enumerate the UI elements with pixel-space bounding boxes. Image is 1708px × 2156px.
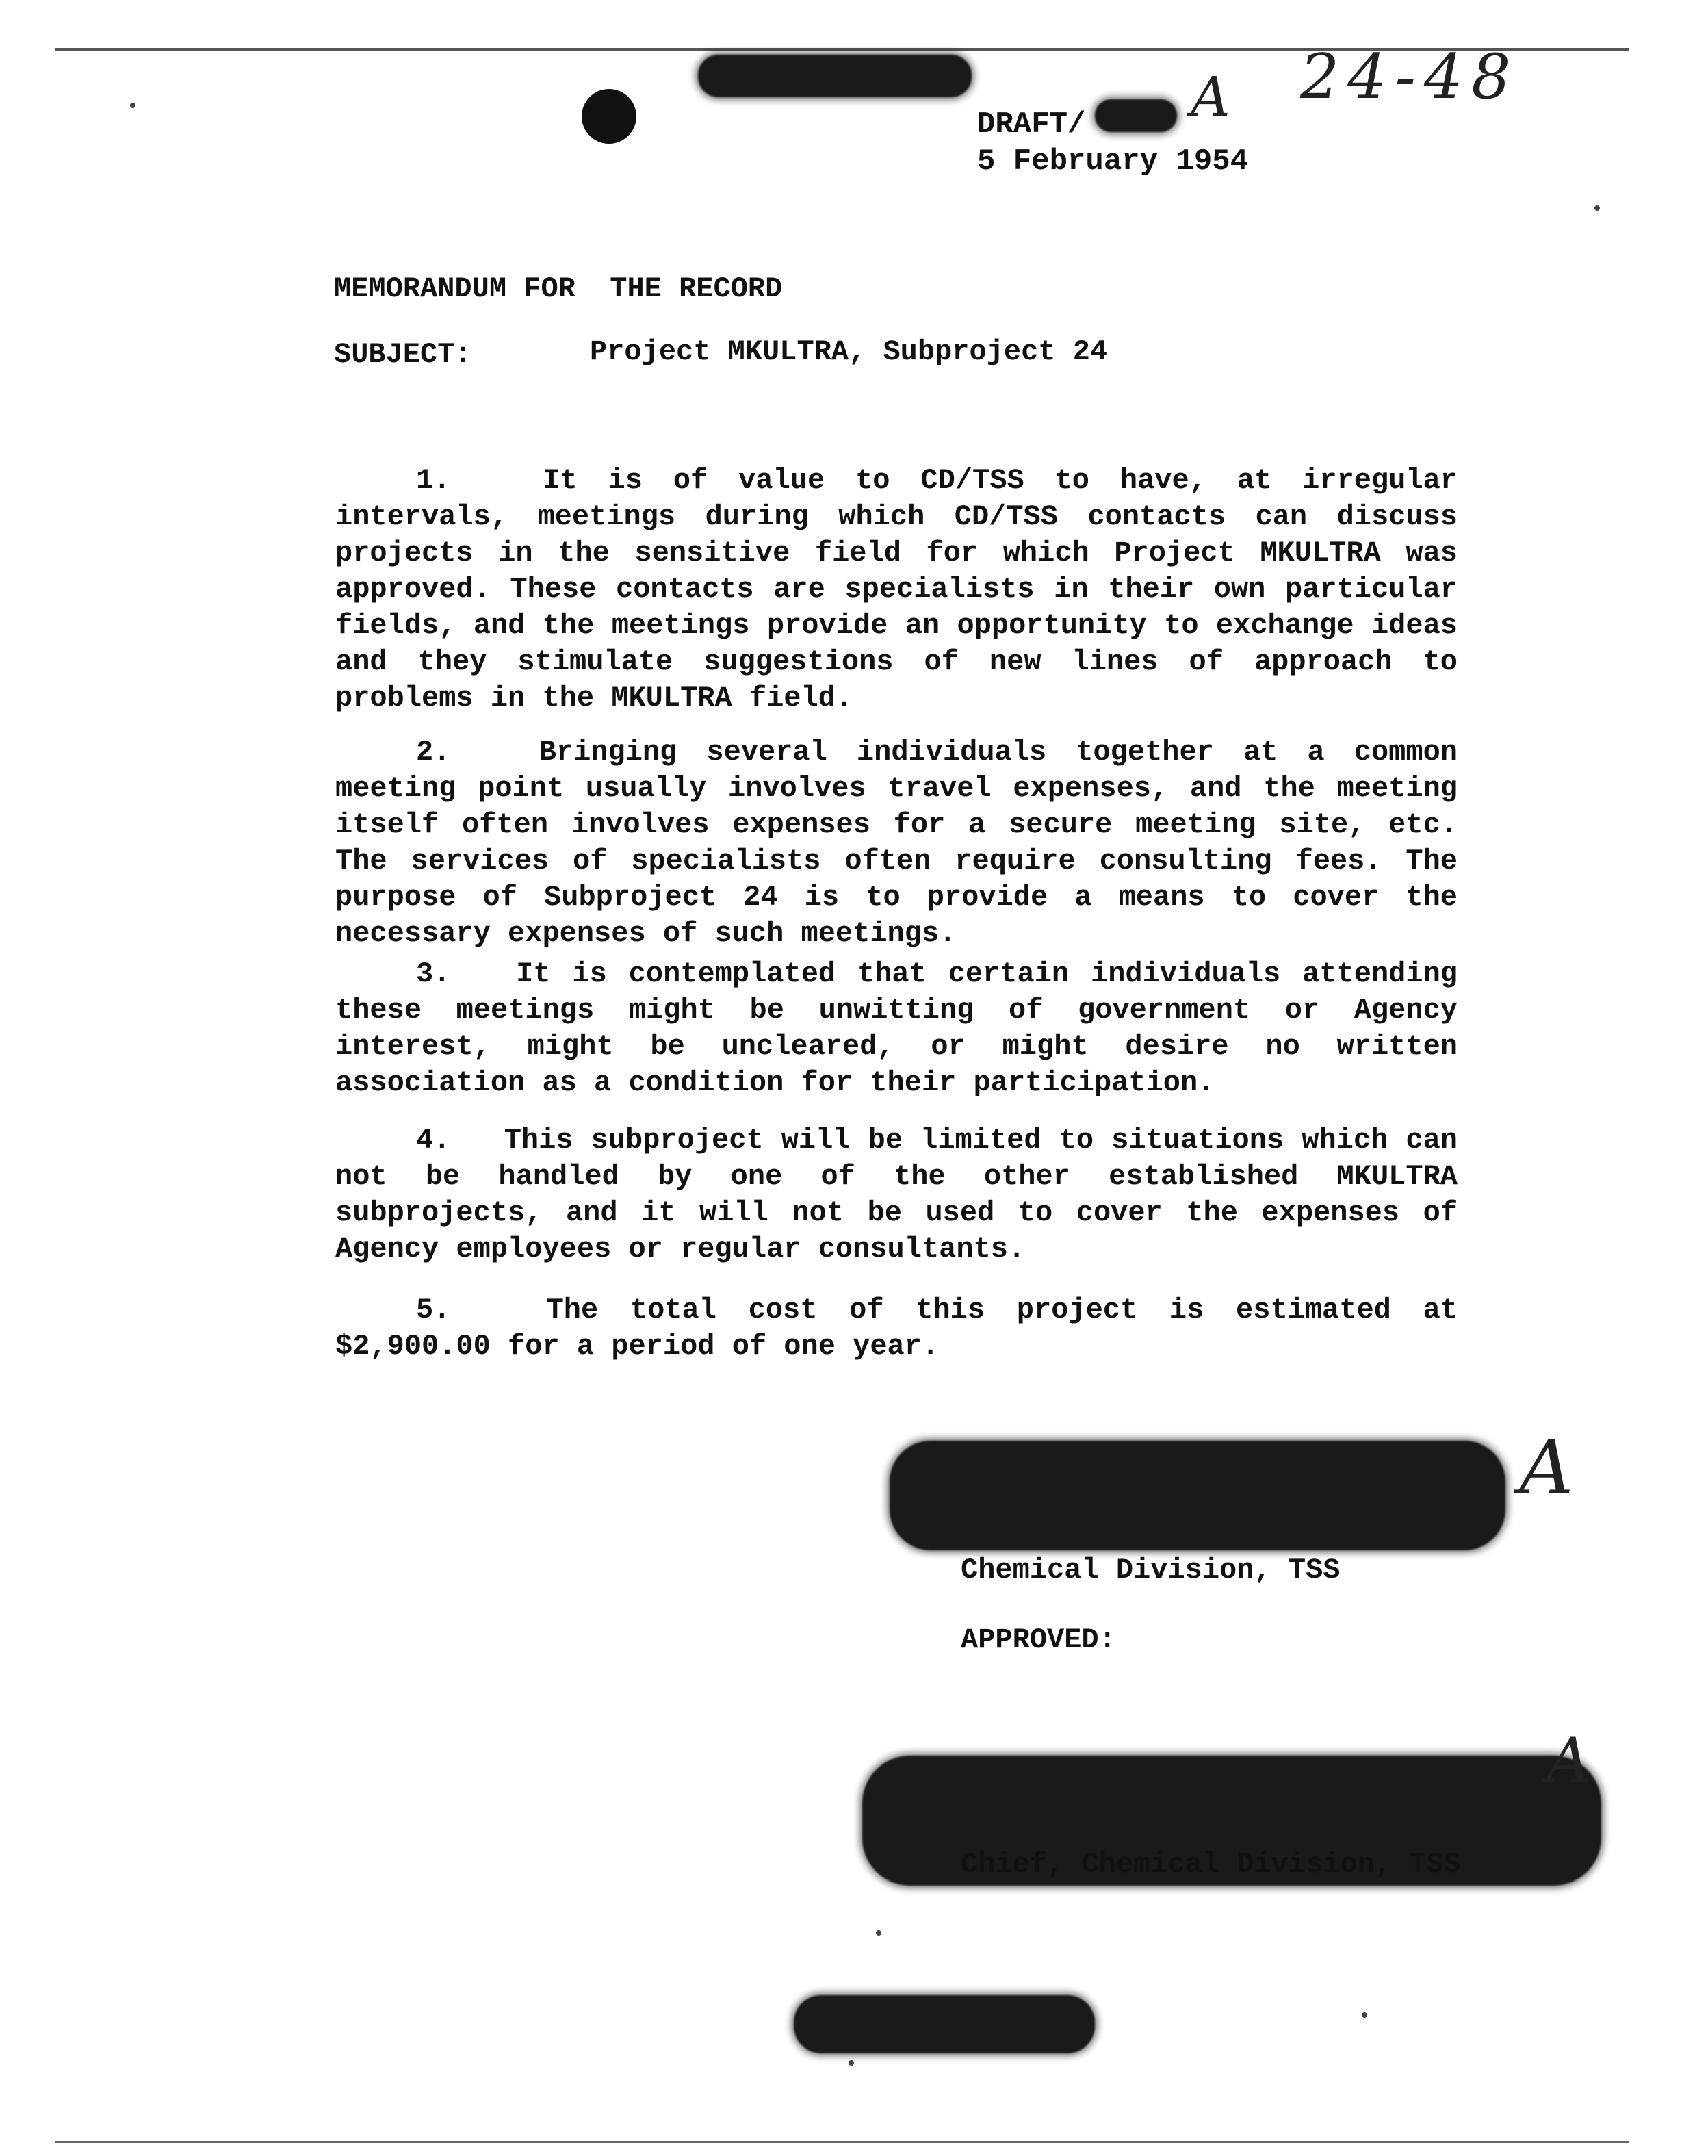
approved-label: APPROVED: (961, 1624, 1116, 1656)
paragraph-text: The total cost of this project is estimated at $2,900.00 for a period of one year. (335, 1294, 1458, 1363)
handwritten-initial-sig2: A (1547, 1725, 1591, 1797)
paragraph-number: 2. (416, 736, 451, 769)
paragraph-5 (335, 1292, 1458, 1365)
paragraph-2 (335, 734, 1458, 952)
redaction-top (698, 55, 972, 97)
scan-speck (130, 103, 135, 108)
punch-hole-mark (582, 89, 636, 144)
redaction-signature-1 (890, 1441, 1505, 1550)
handwritten-reference: 24-48 (1300, 41, 1519, 113)
scan-speck (1594, 205, 1600, 211)
signature-title-1: Chemical Division, TSS (961, 1554, 1341, 1587)
paragraph-number: 4. (416, 1124, 451, 1157)
paragraph-number: 3. (416, 958, 451, 990)
paragraph-3 (335, 956, 1458, 1101)
paragraph-text: This subproject will be limited to situations which can not be handled by one of the other established MKULTRA subprojects, and it will not be used to cover the expenses of Agency employees or regular consultants. (335, 1124, 1458, 1266)
scan-speck (876, 1930, 881, 1936)
signature-title-2: Chief, Chemical Division, TSS (961, 1848, 1461, 1881)
draft-label: DRAFT/ (977, 107, 1086, 142)
handwritten-initial-sig1: A (1519, 1424, 1574, 1511)
paragraph-text: It is of value to CD/TSS to have, at irregular intervals, meetings during which CD/TSS contacts can discuss projects in the sensitive field for which Project MKULTRA was approved. These contacts are specialists in their own particular fields, and the meetings provide an opportunity to exchange ideas and they stimulate suggestions of new lines of approach to problems in the MKULTRA field. (335, 464, 1458, 715)
subject-value: Project MKULTRA, Subproject 24 (590, 335, 1108, 368)
header-block (977, 106, 1248, 180)
subject-label: SUBJECT: (334, 338, 472, 371)
scan-speck (849, 2060, 854, 2066)
memo-title: MEMORANDUM FOR THE RECORD (334, 272, 783, 305)
paragraph-text: Bringing several individuals together at a common meeting point usually involves travel expenses, and the meeting itself often involves expenses for a secure meeting site, etc. The services of specialists often require consulting fees. The purpose of Subproject 24 is to provide a means to cover the necessary expenses of such meetings. (335, 736, 1458, 950)
redaction-bottom (794, 1995, 1095, 2053)
scan-speck (1362, 2012, 1367, 2018)
paragraph-text: It is contemplated that certain individuals attending these meetings might be unwitting of government or Agency interest, might be uncleared, or might desire no written association as a condition for their participation. (335, 958, 1458, 1099)
paragraph-4 (335, 1122, 1458, 1268)
paragraph-1 (335, 463, 1458, 717)
bottom-scan-edge (55, 2141, 1629, 2143)
document-date: 5 February 1954 (977, 144, 1249, 179)
handwritten-initial-top: A (1191, 65, 1230, 129)
paragraph-number: 5. (416, 1294, 451, 1326)
paragraph-number: 1. (416, 464, 451, 497)
